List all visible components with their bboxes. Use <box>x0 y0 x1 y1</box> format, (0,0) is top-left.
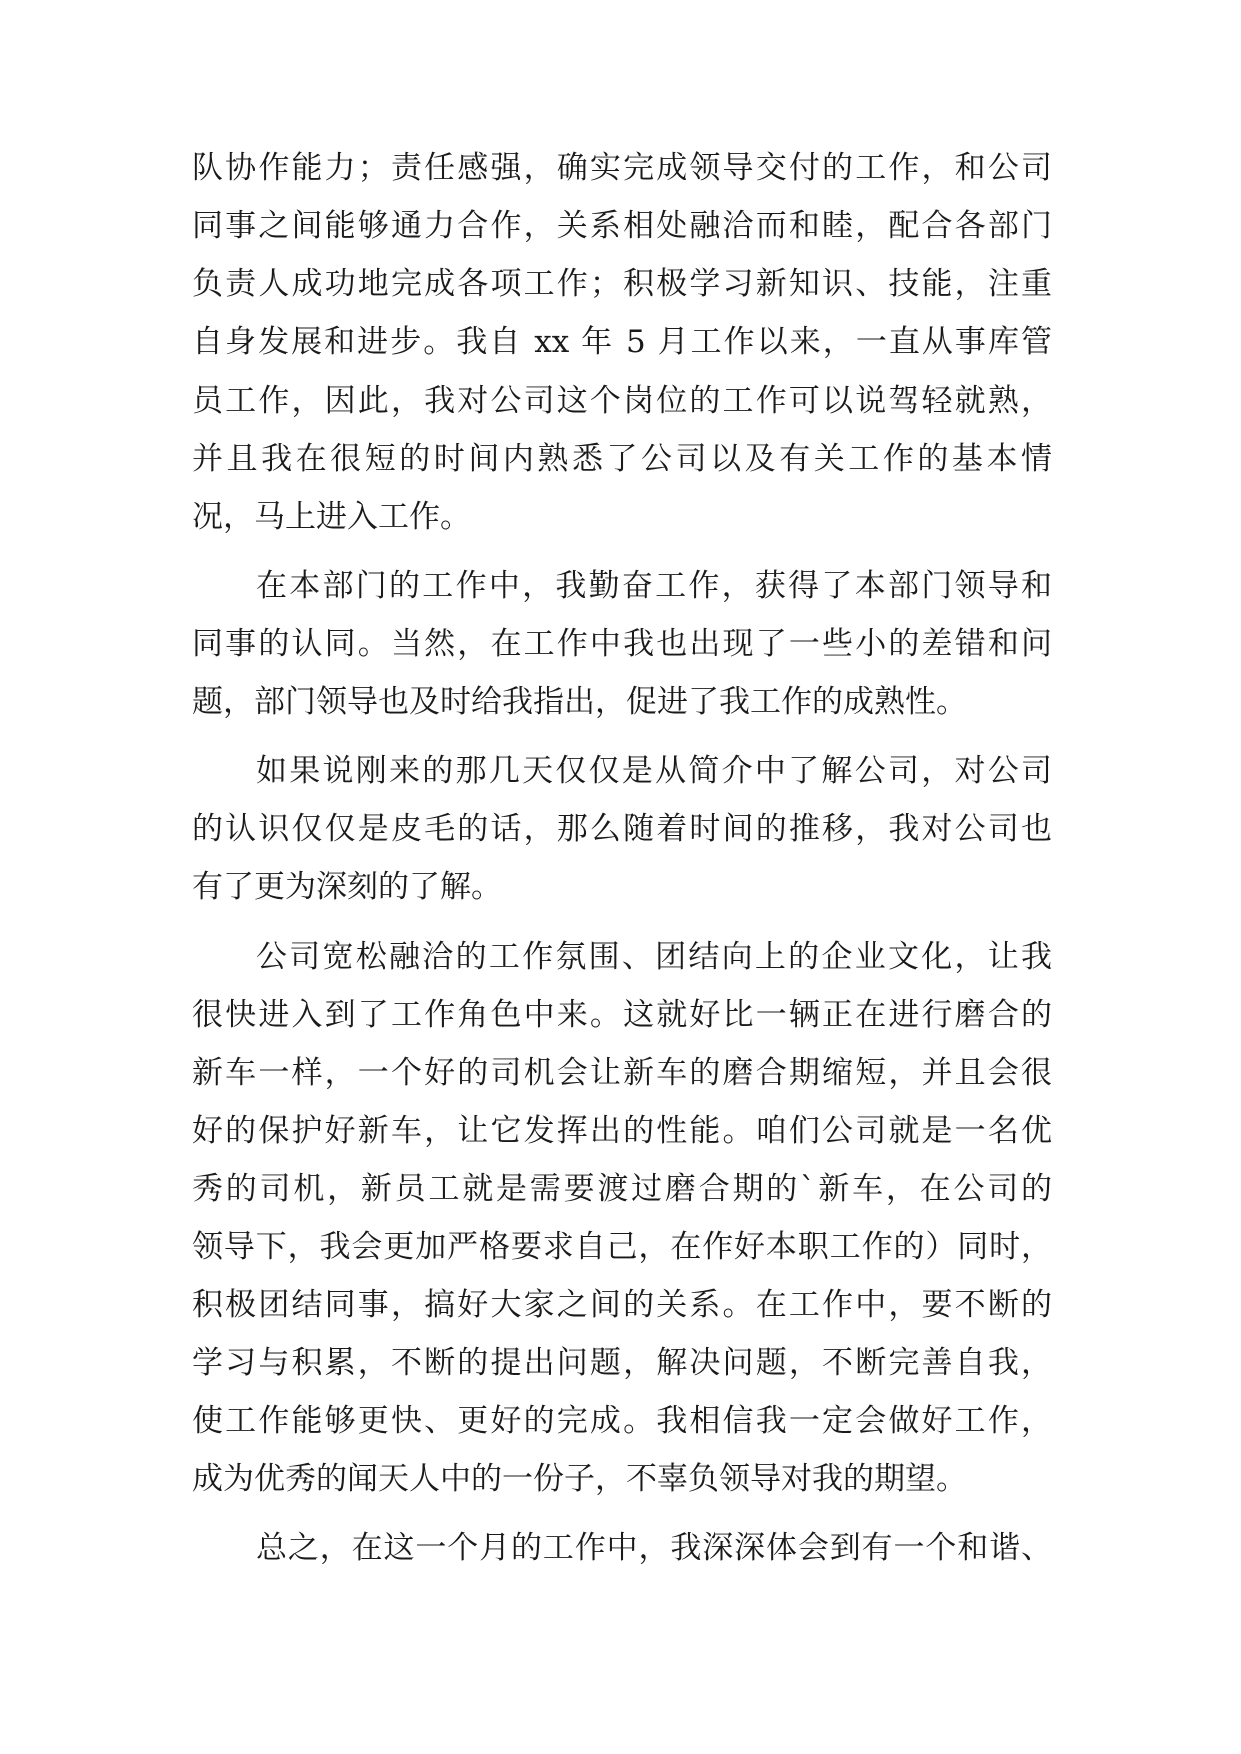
text-line: 领导下，我会更加严格要求自己，在作好本职工作的）同时， <box>192 1229 1052 1265</box>
text-line: 并且我在很短的时间内熟悉了公司以及有关工作的基本情 <box>192 441 1052 477</box>
paragraph-first-line: 如果说刚来的那几天仅仅是从简介中了解公司，对公司 <box>256 753 1052 789</box>
text-line: 负责人成功地完成各项工作；积极学习新知识、技能，注重 <box>192 266 1052 302</box>
text-line: 成为优秀的闻天人中的一份子，不辜负领导对我的期望。 <box>192 1461 967 1497</box>
text-line: 好的保护好新车，让它发挥出的性能。咱们公司就是一名优 <box>192 1113 1052 1149</box>
text-line: 题，部门领导也及时给我指出，促进了我工作的成熟性。 <box>192 684 967 720</box>
text-line: 队协作能力；责任感强，确实完成领导交付的工作，和公司 <box>192 150 1052 186</box>
text-line: 况，马上进入工作。 <box>192 499 471 535</box>
text-line: 积极团结同事，搞好大家之间的关系。在工作中，要不断的 <box>192 1287 1052 1323</box>
text-line: 秀的司机，新员工就是需要渡过磨合期的`新车，在公司的 <box>192 1171 1052 1207</box>
text-line: 很快进入到了工作角色中来。这就好比一辆正在进行磨合的 <box>192 997 1052 1033</box>
text-line: 的认识仅仅是皮毛的话，那么随着时间的推移，我对公司也 <box>192 811 1052 847</box>
paragraph-first-line: 总之，在这一个月的工作中，我深深体会到有一个和谐、 <box>256 1530 1052 1566</box>
text-line: 同事的认同。当然，在工作中我也出现了一些小的差错和问 <box>192 626 1052 662</box>
text-line: 同事之间能够通力合作，关系相处融洽而和睦，配合各部门 <box>192 208 1052 244</box>
paragraph-first-line: 在本部门的工作中，我勤奋工作，获得了本部门领导和 <box>256 568 1052 604</box>
text-line: 使工作能够更快、更好的完成。我相信我一定会做好工作， <box>192 1403 1052 1439</box>
paragraph-first-line: 公司宽松融洽的工作氛围、团结向上的企业文化，让我 <box>256 939 1052 975</box>
text-line: 学习与积累，不断的提出问题，解决问题，不断完善自我， <box>192 1345 1052 1381</box>
text-line: 新车一样，一个好的司机会让新车的磨合期缩短，并且会很 <box>192 1055 1052 1091</box>
text-line: 自身发展和进步。我自 xx 年 5 月工作以来，一直从事库管 <box>192 324 1052 360</box>
text-line: 员工作，因此，我对公司这个岗位的工作可以说驾轻就熟， <box>192 383 1052 419</box>
text-line: 有了更为深刻的了解。 <box>192 869 502 905</box>
